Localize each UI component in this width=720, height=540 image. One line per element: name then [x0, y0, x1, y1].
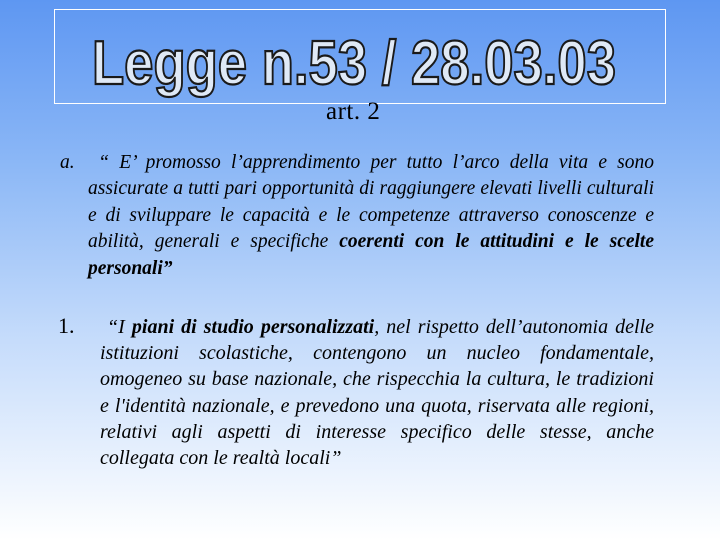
paragraph-1	[58, 313, 654, 471]
slide-subtitle: art. 2	[326, 98, 381, 125]
paragraph-1-quote-start: “I	[107, 316, 132, 338]
paragraph-1-text: , nel rispetto dell’autonomia delle istituzioni scolastiche, contengono un nucleo fondamentale, omogeneo su base nazionale, che rispecchia la cultura, le tradizioni e l'identità nazionale, e prevedono una quota, riservata alle regioni, relativi agli aspetti di interesse specifico delle stesse, anche collegata con le realtà locali”	[100, 316, 655, 470]
paragraph-a	[60, 150, 654, 282]
paragraph-1-marker: 1.	[58, 313, 75, 338]
slide-title: Legge n.53 / 28.03.03	[92, 29, 616, 98]
paragraph-a-text: “ E’ promosso l’apprendimento per tutto l’arco della vita e sono assicurate a tutti pari opportunità di raggiungere elevati livelli culturali e di sviluppare le capacità e le competenze attraverso conoscenze e abilità, generali e specifiche	[88, 152, 655, 253]
paragraph-a-marker: a.	[60, 152, 75, 173]
paragraph-a-bold-text: coerenti con le attitudini e le scelte personali”	[88, 231, 654, 279]
paragraph-1-bold-text: piani di studio personalizzati	[131, 316, 375, 338]
